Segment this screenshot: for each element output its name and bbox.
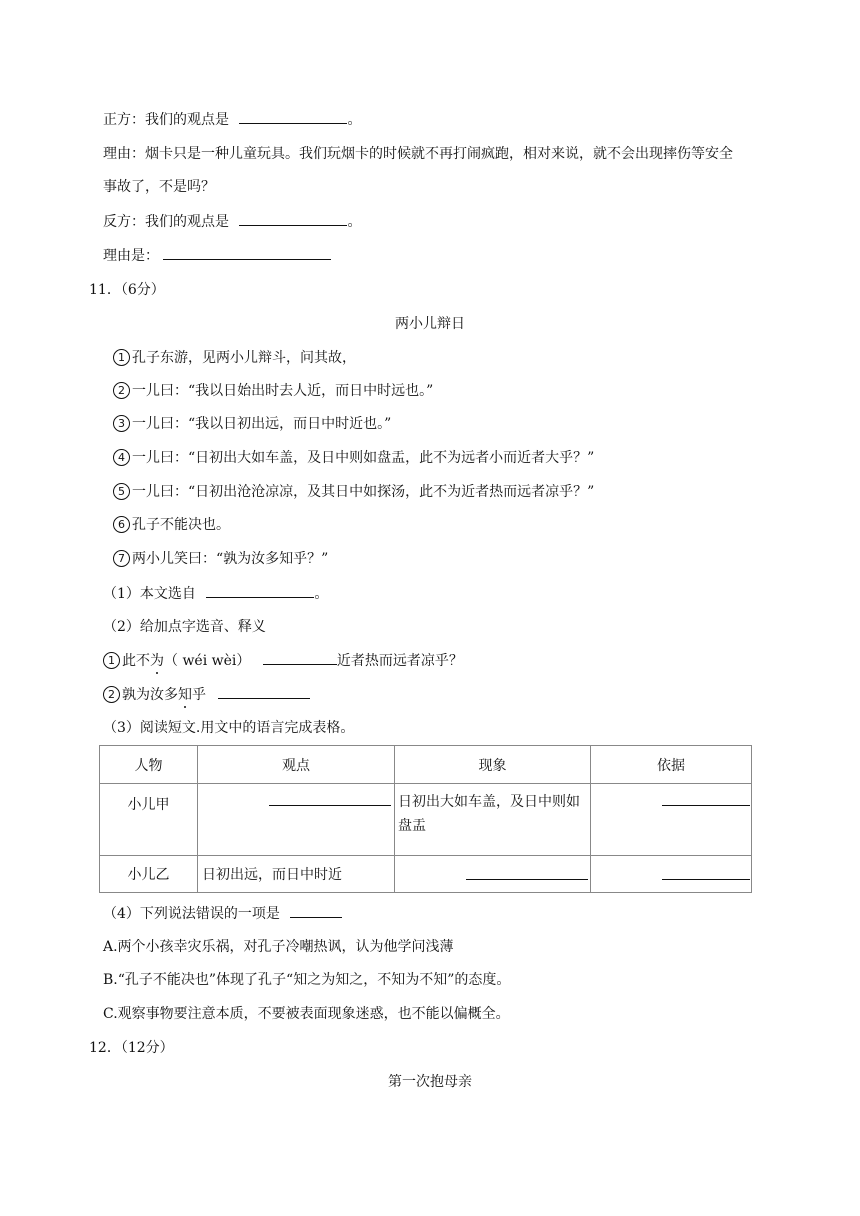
debate-reason2-line [103, 245, 331, 266]
passage-text: 一儿曰：“日初出沧沧凉凉，及其日中如探汤，此不为近者热而远者凉乎？” [132, 484, 595, 500]
q12-title: 第一次抱母亲 [388, 1074, 472, 1090]
answer-blank[interactable] [206, 583, 314, 598]
passage-text: 一儿曰：“我以日初出远，而日中时近也。” [132, 416, 392, 432]
debate-zheng-line [103, 109, 361, 130]
answer-blank[interactable] [662, 791, 750, 806]
debate-reason1-cont: 事故了，不是吗？ [103, 179, 215, 195]
circled-number-7: 7 [113, 550, 130, 567]
passage-text: 一儿曰：“我以日始出时去人近，而日中时远也。” [132, 383, 434, 399]
option-c[interactable]: C.观察事物要注意本质，不要被表面现象迷惑，也不能以偏概全。 [103, 1006, 510, 1022]
table-row [100, 856, 752, 893]
text: 此不 [122, 653, 150, 669]
circled-number-3: 3 [113, 415, 130, 432]
circled-number-1: 1 [113, 349, 130, 366]
q11-number: 11．（6分） [89, 282, 165, 298]
passage-text: 孔子不能决也。 [132, 517, 230, 533]
option-b[interactable]: B.“孔子不能决也”体现了孔子“知之为知之，不知为不知”的态度。 [103, 972, 511, 988]
answer-blank[interactable] [263, 650, 337, 665]
text: 孰为汝多 [122, 687, 178, 703]
table-row [100, 784, 752, 856]
q11-sub2: （2）给加点字选音、释义 [103, 619, 266, 635]
debate-reason1: 理由：烟卡只是一种儿童玩具。我们玩烟卡的时候就不再打闹疯跑，相对来说，就不会出现摔伤等安全 [103, 146, 733, 162]
punct: 。 [314, 586, 329, 602]
passage-line [113, 515, 230, 535]
table-cell-phenomenon [395, 784, 591, 856]
cell-text: 日初出大如车盖，及日中则如 [398, 794, 580, 810]
table-cell-person: 小儿甲 [100, 784, 198, 856]
table-header: 人物 [100, 746, 198, 784]
answer-blank[interactable] [662, 865, 750, 880]
punct: 。 [347, 214, 362, 230]
table-cell-basis [591, 856, 752, 893]
q11-sub1 [103, 583, 328, 604]
passage-line [113, 348, 356, 368]
debate-zheng-label: 正方：我们的观点是 [103, 112, 229, 128]
table-cell-phenomenon [395, 856, 591, 893]
table-header: 依据 [591, 746, 752, 784]
passage-text: 一儿曰：“日初出大如车盖，及日中则如盘盂，此不为远者小而近者大乎？” [132, 450, 595, 466]
debate-fan-line [103, 211, 361, 232]
answer-blank[interactable] [290, 903, 342, 918]
pinyin-options: （ wéi wèi） [164, 653, 251, 669]
answer-table [99, 745, 752, 893]
q11-sub3: （3）阅读短文.用文中的语言完成表格。 [103, 720, 355, 736]
table-cell-person: 小儿乙 [100, 856, 198, 893]
passage-line [113, 549, 328, 569]
passage-line [113, 482, 594, 502]
cell-text: 盘盂 [398, 818, 426, 834]
text: 近者热而远者凉乎？ [336, 653, 463, 669]
table-cell-view [198, 784, 395, 856]
debate-fan-label: 反方：我们的观点是 [103, 214, 229, 230]
q11-sub2-item2 [103, 684, 310, 705]
circled-number-6: 6 [113, 516, 130, 533]
table-header: 现象 [395, 746, 591, 784]
table-cell-basis [591, 784, 752, 856]
circled-number-4: 4 [113, 449, 130, 466]
circled-number-2: 2 [113, 382, 130, 399]
dotted-char: 为 [150, 653, 164, 669]
circled-number-5: 5 [113, 483, 130, 500]
text: 乎 [192, 687, 206, 703]
passage-line [113, 448, 594, 468]
passage-text: 孔子东游，见两小儿辩斗，问其故， [132, 350, 356, 366]
circled-number-1: 1 [103, 652, 120, 669]
q12-number: 12．（12分） [89, 1040, 174, 1056]
passage-text: 两小儿笑曰：“孰为汝多知乎？” [132, 551, 329, 567]
answer-blank[interactable] [239, 211, 347, 226]
passage-line [113, 414, 391, 434]
answer-blank[interactable] [163, 245, 331, 260]
q11-sub2-item1 [103, 650, 463, 671]
debate-reason2-label: 理由是： [103, 248, 159, 264]
circled-number-2: 2 [103, 686, 120, 703]
sub-question-label: （4）下列说法错误的一项是 [103, 906, 280, 922]
answer-blank[interactable] [239, 109, 347, 124]
passage-line [113, 381, 433, 401]
table-header-row [100, 746, 752, 784]
punct: 。 [347, 112, 362, 128]
q11-title: 两小儿辩日 [395, 316, 465, 332]
option-a[interactable]: A.两个小孩幸灾乐祸，对孔子冷嘲热讽，认为他学问浅薄 [103, 939, 454, 955]
answer-blank[interactable] [466, 865, 588, 880]
table-header: 观点 [198, 746, 395, 784]
dotted-char: 知 [178, 687, 192, 703]
q11-sub4 [103, 903, 342, 924]
answer-blank[interactable] [269, 791, 391, 806]
answer-blank[interactable] [218, 684, 310, 699]
sub-question-label: （1）本文选自 [103, 586, 196, 602]
table-cell-view: 日初出远，而日中时近 [198, 856, 395, 893]
